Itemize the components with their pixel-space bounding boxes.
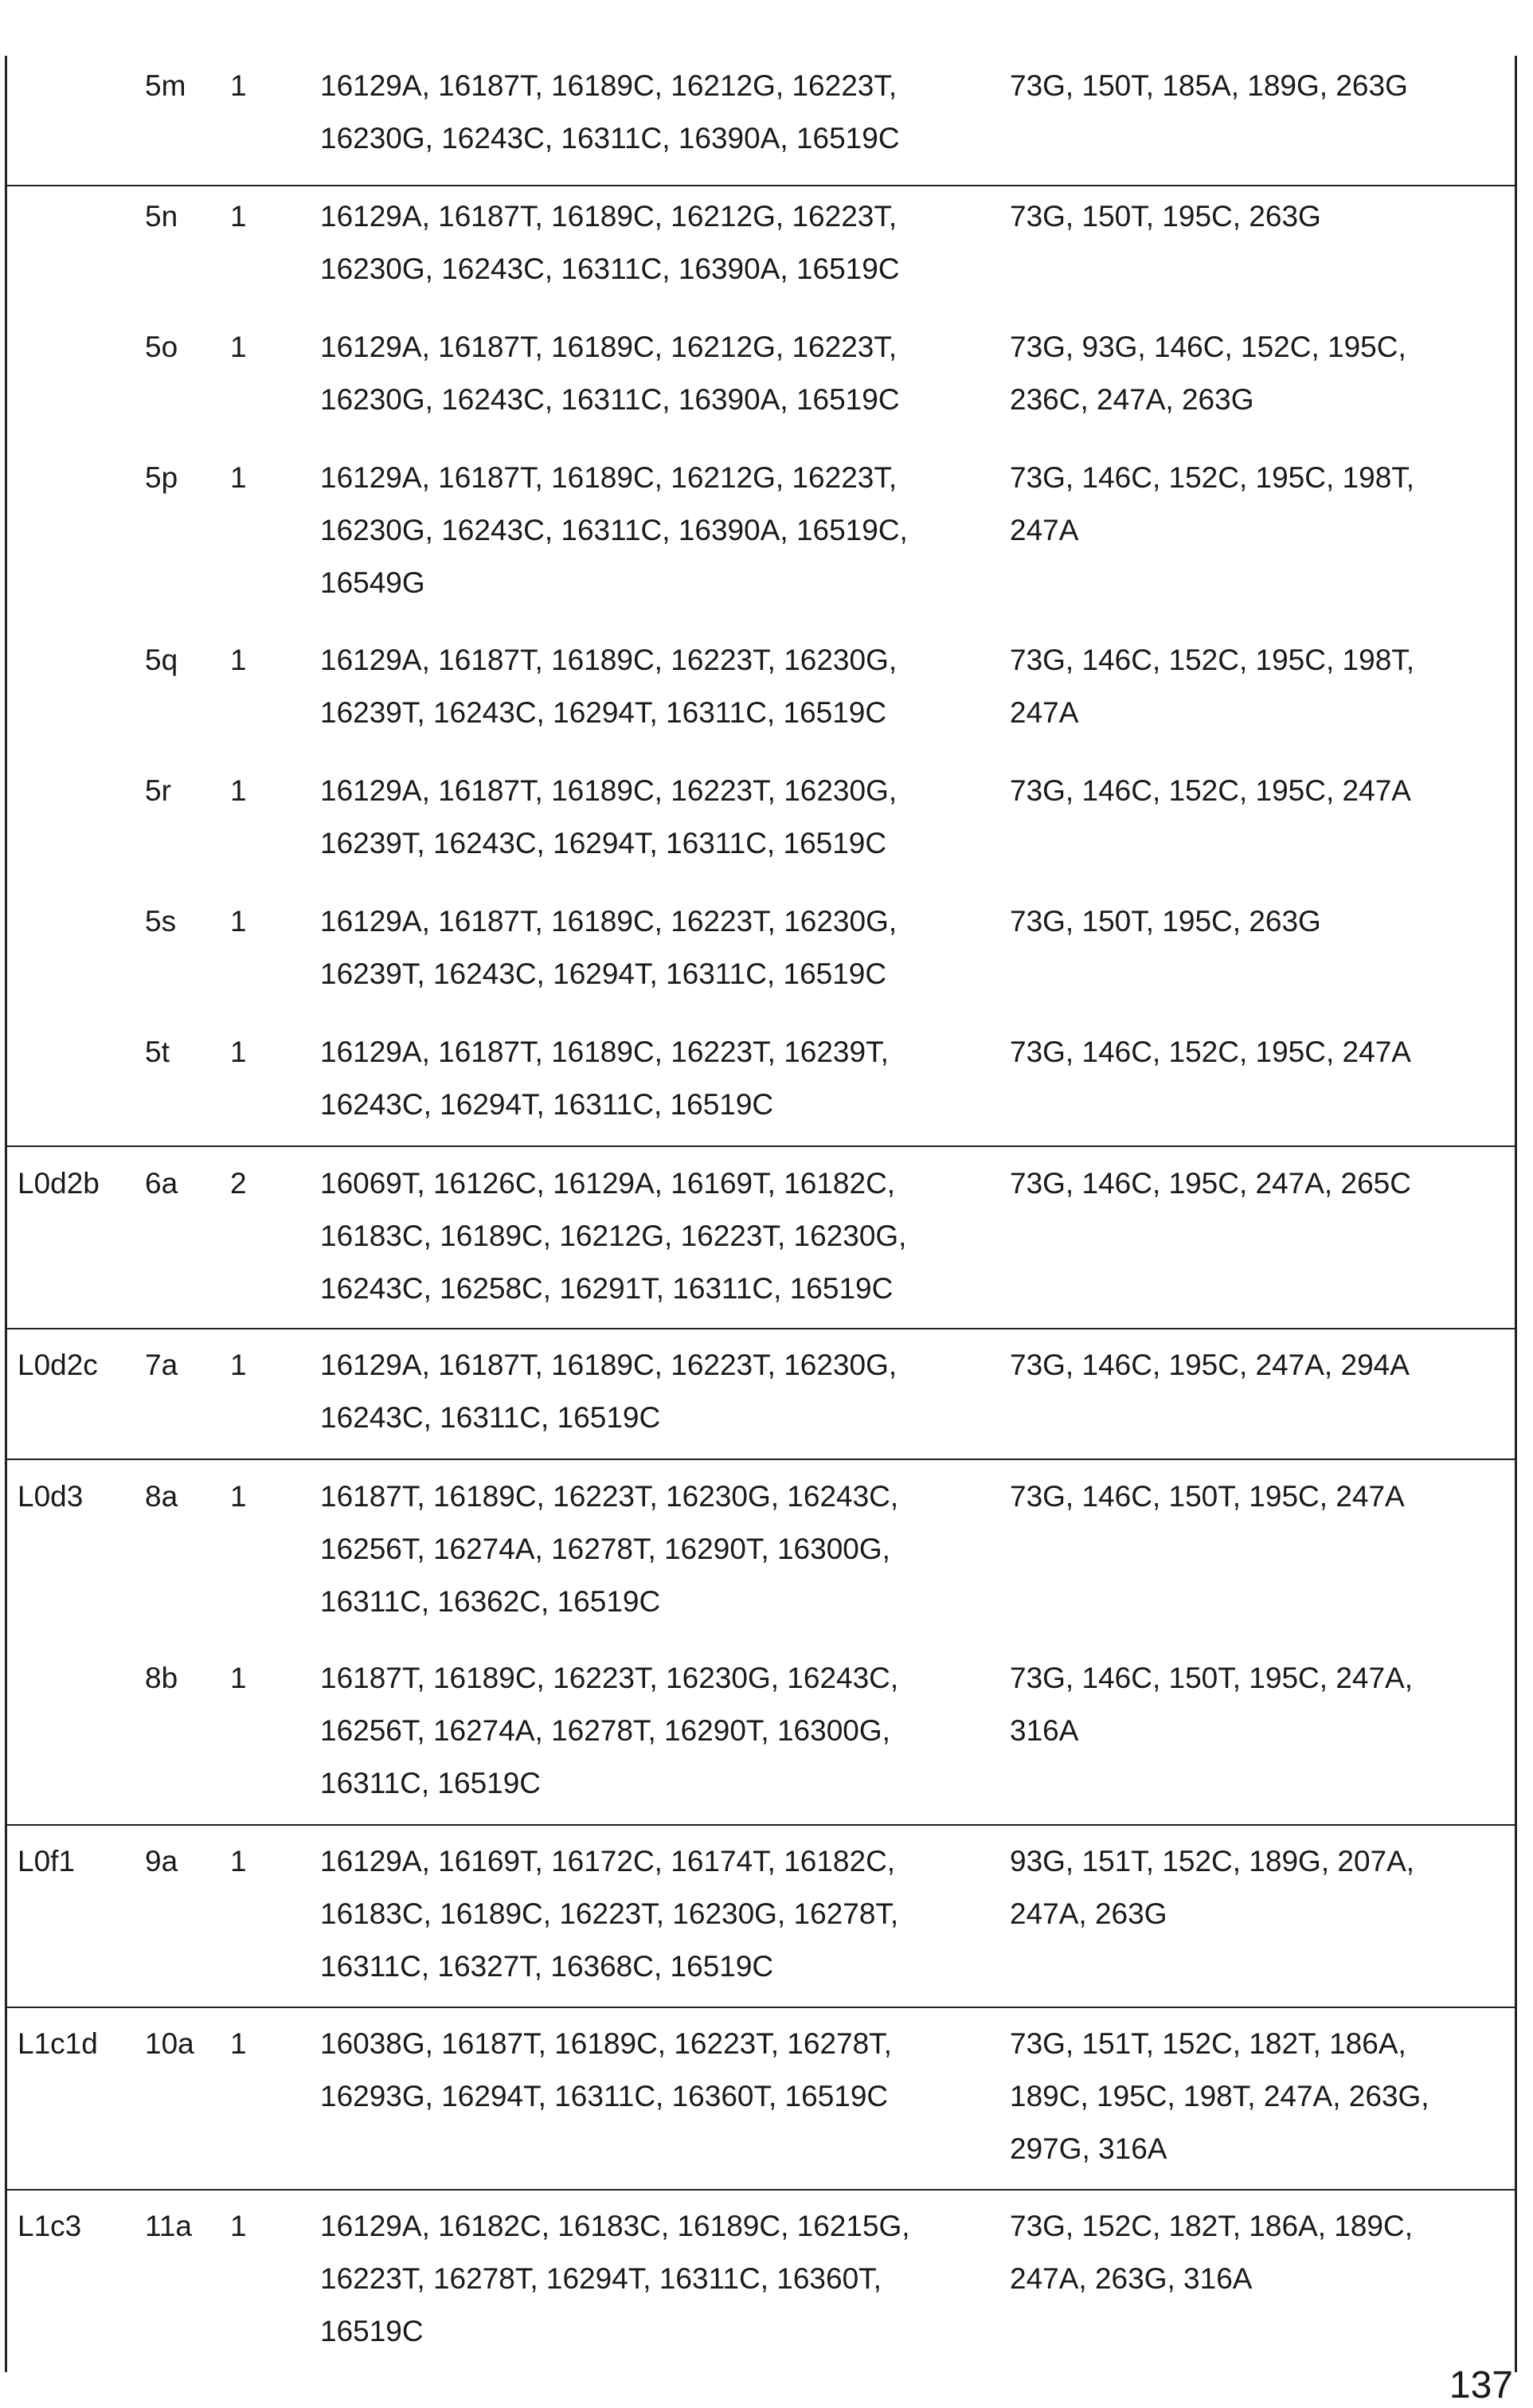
count-cell: 1 [230,1036,247,1068]
sequence-id-cell: 7a [145,1349,178,1381]
hvs-mutations-cell: 16129A, 16187T, 16189C, 16212G, 16223T, 16230G, 16243C, 16311C, 16390A, 16519C, 16549G [320,461,908,599]
hvs-mutations-cell: 16038G, 16187T, 16189C, 16223T, 16278T, 16293G, 16294T, 16311C, 16360T, 16519C [320,2027,892,2112]
sequence-id-cell: 11a [145,2210,192,2242]
count-cell: 1 [230,774,247,807]
control-region-mutations-cell: 73G, 146C, 152C, 195C, 247A [1010,1036,1411,1068]
control-region-mutations-cell: 73G, 146C, 152C, 195C, 247A [1010,774,1411,807]
row-divider [5,1328,1517,1329]
control-region-mutations-cell: 73G, 150T, 195C, 263G [1010,905,1321,938]
table-right-border [1515,56,1517,2372]
count-cell: 1 [230,1662,247,1694]
sequence-id-cell: 5s [145,905,177,938]
count-cell: 1 [230,2210,247,2242]
row-divider [5,2189,1517,2191]
sequence-id-cell: 5m [145,69,186,102]
hvs-mutations-cell: 16187T, 16189C, 16223T, 16230G, 16243C, 16256T, 16274A, 16278T, 16290T, 16300G, 16311C, 16519C [320,1662,899,1799]
haplogroup-cell: L0f1 [18,1845,76,1877]
control-region-mutations-cell: 73G, 150T, 185A, 189G, 263G [1010,69,1408,102]
haplogroup-cell: L1c3 [18,2210,82,2242]
haplogroup-cell: L1c1d [18,2027,98,2060]
hvs-mutations-cell: 16129A, 16182C, 16183C, 16189C, 16215G, 16223T, 16278T, 16294T, 16311C, 16360T, 16519C [320,2210,910,2347]
count-cell: 1 [230,1349,247,1381]
sequence-id-cell: 5r [145,774,171,807]
row-divider [5,2007,1517,2008]
control-region-mutations-cell: 73G, 146C, 150T, 195C, 247A [1010,1480,1405,1513]
row-divider [5,1459,1517,1460]
control-region-mutations-cell: 73G, 150T, 195C, 263G [1010,200,1321,233]
hvs-mutations-cell: 16069T, 16126C, 16129A, 16169T, 16182C, 16183C, 16189C, 16212G, 16223T, 16230G, 16243C, 16258C, 16291T, 16311C, 16519C [320,1167,907,1305]
row-divider [5,1824,1517,1826]
count-cell: 1 [230,1845,247,1877]
row-divider [5,1145,1517,1147]
haplotype-table [5,0,1517,2372]
hvs-mutations-cell: 16187T, 16189C, 16223T, 16230G, 16243C, 16256T, 16274A, 16278T, 16290T, 16300G, 16311C, 16362C, 16519C [320,1480,899,1618]
count-cell: 1 [230,644,247,676]
count-cell: 1 [230,200,247,233]
control-region-mutations-cell: 73G, 151T, 152C, 182T, 186A, 189C, 195C, 198T, 247A, 263G, 297G, 316A [1010,2027,1429,2165]
sequence-id-cell: 8a [145,1480,178,1513]
control-region-mutations-cell: 73G, 146C, 195C, 247A, 265C [1010,1167,1411,1200]
sequence-id-cell: 5p [145,461,178,494]
count-cell: 1 [230,905,247,938]
control-region-mutations-cell: 73G, 146C, 195C, 247A, 294A [1010,1349,1410,1381]
control-region-mutations-cell: 73G, 152C, 182T, 186A, 189C, 247A, 263G, 316A [1010,2210,1414,2295]
sequence-id-cell: 5t [145,1036,170,1068]
sequence-id-cell: 8b [145,1662,178,1694]
hvs-mutations-cell: 16129A, 16187T, 16189C, 16212G, 16223T, 16230G, 16243C, 16311C, 16390A, 16519C [320,331,900,416]
hvs-mutations-cell: 16129A, 16187T, 16189C, 16223T, 16230G, 16239T, 16243C, 16294T, 16311C, 16519C [320,774,898,859]
control-region-mutations-cell: 73G, 146C, 152C, 195C, 198T, 247A [1010,644,1415,729]
count-cell: 1 [230,1480,247,1513]
table-left-border [5,56,7,2372]
control-region-mutations-cell: 73G, 93G, 146C, 152C, 195C, 236C, 247A, 263G [1010,331,1406,416]
sequence-id-cell: 5o [145,331,178,363]
control-region-mutations-cell: 73G, 146C, 152C, 195C, 198T, 247A [1010,461,1415,546]
count-cell: 1 [230,331,247,363]
haplogroup-cell: L0d3 [18,1480,84,1513]
sequence-id-cell: 10a [145,2027,194,2060]
hvs-mutations-cell: 16129A, 16187T, 16189C, 16223T, 16239T, 16243C, 16294T, 16311C, 16519C [320,1036,889,1121]
sequence-id-cell: 5n [145,200,178,233]
hvs-mutations-cell: 16129A, 16187T, 16189C, 16223T, 16230G, 16239T, 16243C, 16294T, 16311C, 16519C [320,905,898,990]
haplogroup-cell: L0d2c [18,1349,98,1381]
count-cell: 1 [230,69,247,102]
sequence-id-cell: 6a [145,1167,178,1200]
sequence-id-cell: 5q [145,644,178,676]
page-number: 137 [1449,2364,1513,2406]
count-cell: 2 [230,1167,247,1200]
hvs-mutations-cell: 16129A, 16187T, 16189C, 16212G, 16223T, 16230G, 16243C, 16311C, 16390A, 16519C [320,200,900,285]
control-region-mutations-cell: 73G, 146C, 150T, 195C, 247A, 316A [1010,1662,1414,1747]
haplogroup-cell: L0d2b [18,1167,100,1200]
count-cell: 1 [230,461,247,494]
hvs-mutations-cell: 16129A, 16187T, 16189C, 16223T, 16230G, 16239T, 16243C, 16294T, 16311C, 16519C [320,644,898,729]
hvs-mutations-cell: 16129A, 16187T, 16189C, 16223T, 16230G, 16243C, 16311C, 16519C [320,1349,898,1434]
hvs-mutations-cell: 16129A, 16169T, 16172C, 16174T, 16182C, 16183C, 16189C, 16223T, 16230G, 16278T, 16311C, 16327T, 16368C, 16519C [320,1845,899,1983]
count-cell: 1 [230,2027,247,2060]
control-region-mutations-cell: 93G, 151T, 152C, 189G, 207A, 247A, 263G [1010,1845,1415,1930]
sequence-id-cell: 9a [145,1845,178,1877]
hvs-mutations-cell: 16129A, 16187T, 16189C, 16212G, 16223T, 16230G, 16243C, 16311C, 16390A, 16519C [320,69,900,155]
row-divider [5,185,1517,186]
